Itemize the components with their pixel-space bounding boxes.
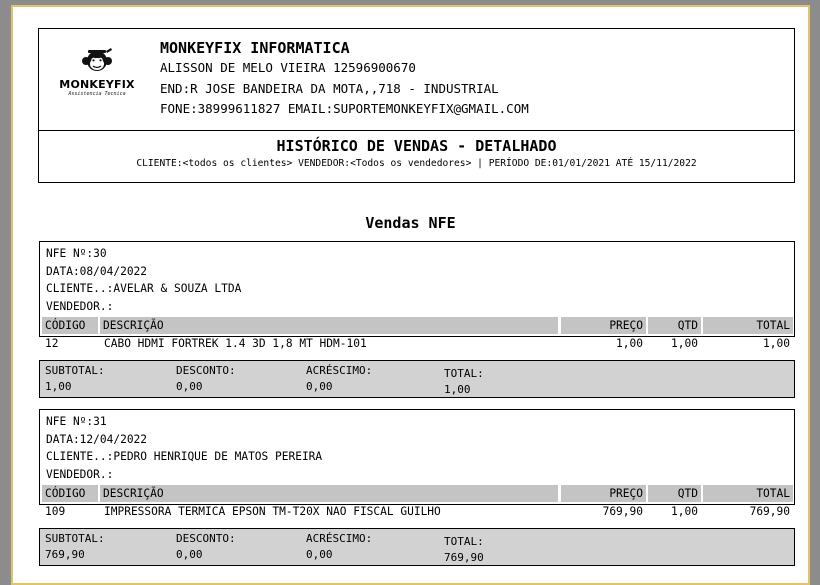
item-price: 769,90 (602, 505, 643, 518)
report-title-block (39, 130, 794, 182)
col-description: DESCRIÇÃO (100, 317, 558, 334)
sale-nfe: NFE Nº:30 (46, 247, 107, 260)
col-code: CÓDIGO (42, 485, 98, 502)
col-total: TOTAL (703, 317, 793, 334)
subtotal (45, 529, 105, 563)
item-price: 1,00 (616, 337, 643, 350)
monkey-icon (80, 47, 114, 77)
discount-value: 0,00 (176, 380, 203, 393)
item-qty: 1,00 (671, 505, 698, 518)
col-code: CÓDIGO (42, 317, 98, 334)
sale-info (40, 410, 794, 483)
item-row (40, 502, 794, 521)
items-header (40, 317, 794, 334)
sale-seller: VENDEDOR.: (46, 299, 114, 313)
col-price: PREÇO (561, 485, 646, 502)
subtotal (45, 361, 105, 395)
total-value: 769,90 (444, 551, 484, 564)
col-total: TOTAL (703, 485, 793, 502)
item-description: IMPRESSORA TERMICA EPSON TM-T20X NAO FISCAL GUILHO (104, 505, 441, 518)
total-label: TOTAL: (444, 367, 484, 380)
subtotal-label: SUBTOTAL: (45, 532, 105, 545)
surcharge-label: ACRÉSCIMO: (306, 364, 373, 377)
item-qty: 1,00 (671, 337, 698, 350)
logo-subtitle: Assistencia Tecnica (68, 91, 126, 97)
subtotal-value: 769,90 (45, 548, 85, 561)
subtotal-label: SUBTOTAL: (45, 364, 105, 377)
report-header (38, 28, 795, 183)
total (444, 364, 484, 398)
sale-date: DATA:08/04/2022 (46, 264, 148, 278)
item-code: 12 (45, 337, 59, 350)
sale-nfe: NFE Nº:31 (46, 415, 107, 428)
item-row (40, 334, 794, 353)
sale-client: CLIENTE..:AVELAR & SOUZA LTDA (46, 282, 242, 295)
col-qty: QTD (648, 317, 701, 334)
sale-block (39, 241, 795, 350)
item-total: 769,90 (749, 505, 790, 518)
report-page (11, 5, 810, 585)
logo-text: MONKEYFIX (59, 78, 135, 91)
discount (176, 529, 236, 563)
surcharge (306, 529, 372, 563)
company-logo (53, 47, 141, 107)
sale-totals (39, 360, 795, 398)
surcharge (306, 361, 372, 395)
sale-seller: VENDEDOR.: (46, 467, 114, 481)
total-label: TOTAL: (444, 535, 484, 548)
company-contact: FONE:38999611827 EMAIL:SUPORTEMONKEYFIX@GMAIL.COM (160, 101, 529, 116)
total (444, 532, 484, 566)
surcharge-label: ACRÉSCIMO: (306, 532, 373, 545)
discount-value: 0,00 (176, 548, 203, 561)
col-description: DESCRIÇÃO (100, 485, 558, 502)
sale-block (39, 409, 795, 518)
discount-label: DESCONTO: (176, 364, 236, 377)
item-code: 109 (45, 505, 66, 518)
col-price: PREÇO (561, 317, 646, 334)
total-value: 1,00 (444, 383, 471, 396)
report-filters: CLIENTE:<todos os clientes> VENDEDOR:<Todos os vendedores> | PERÍODO DE:01/01/2021 ATÉ 15/11/2022 (136, 158, 697, 169)
company-block (39, 29, 794, 131)
surcharge-value: 0,00 (306, 380, 333, 393)
report-title: HISTÓRICO DE VENDAS - DETALHADO (276, 137, 557, 155)
item-total: 1,00 (763, 337, 790, 350)
item-description: CABO HDMI FORTREK 1.4 3D 1,8 MT HDM-101 (104, 337, 367, 350)
discount (176, 361, 236, 395)
surcharge-value: 0,00 (306, 548, 333, 561)
sale-date: DATA:12/04/2022 (46, 432, 148, 446)
company-address: END:R JOSE BANDEIRA DA MOTA,,718 - INDUSTRIAL (160, 80, 499, 96)
sale-info (40, 242, 794, 315)
subtotal-value: 1,00 (45, 380, 72, 393)
company-name: MONKEYFIX INFORMATICA (160, 39, 350, 57)
section-title: Vendas NFE (365, 214, 456, 232)
company-owner: ALISSON DE MELO VIEIRA 12596900670 (160, 60, 416, 75)
sale-client: CLIENTE..:PEDRO HENRIQUE DE MATOS PEREIRA (46, 450, 323, 463)
col-qty: QTD (648, 485, 701, 502)
items-header (40, 485, 794, 502)
company-details (160, 38, 529, 120)
sale-totals (39, 528, 795, 566)
discount-label: DESCONTO: (176, 532, 236, 545)
